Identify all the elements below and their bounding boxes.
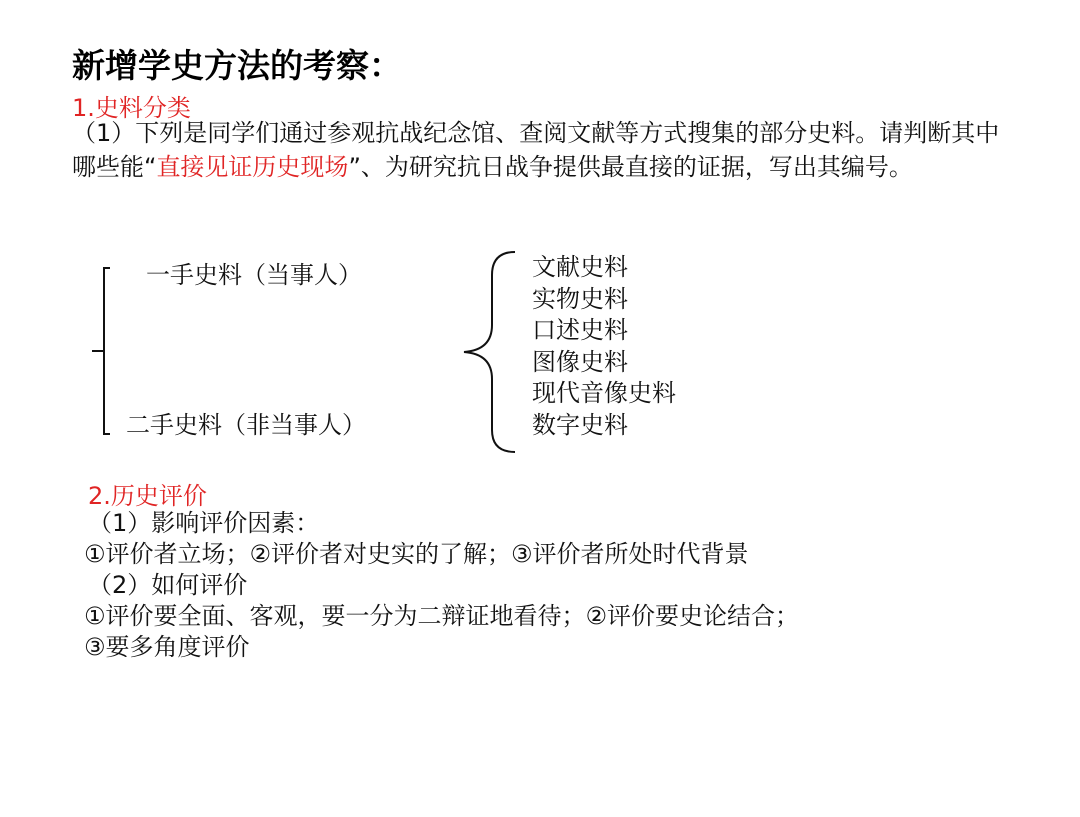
first-hand-source-label: 一手史料（当事人）	[146, 261, 362, 289]
second-hand-source-label: 二手史料（非当事人）	[126, 411, 366, 439]
page-title: 新增学史方法的考察：	[72, 46, 402, 85]
left-bracket	[92, 268, 110, 434]
evaluation-factors-subheading: （1）影响评价因素：	[88, 509, 320, 537]
section1-heading: 1.史料分类	[72, 94, 191, 122]
curly-brace	[464, 252, 515, 452]
section2-heading: 2.历史评价	[88, 482, 207, 510]
source-type-item: 口述史料	[532, 316, 628, 345]
source-type-list	[532, 252, 676, 442]
source-type-item: 文献史料	[532, 253, 628, 281]
question-text-before: （1）下列是同学们通过参观抗战纪念馆、查阅文献等方式搜集的部分史料。请判断其中哪些能“	[72, 119, 1000, 181]
how-to-evaluate-line1: ①评价要全面、客观，要一分为二辩证地看待；②评价要史论结合；	[84, 602, 800, 630]
source-type-item: 图像史料	[532, 347, 628, 376]
source-type-item: 现代音像史料	[532, 379, 676, 408]
how-to-evaluate-subheading: （2）如何评价	[88, 571, 248, 599]
question-highlight: 直接见证历史现场	[156, 153, 349, 181]
source-type-item: 实物史料	[532, 284, 628, 313]
source-type-item: 数字史料	[532, 410, 628, 439]
how-to-evaluate-line2: ③要多角度评价	[84, 633, 250, 661]
question-text-after: ”、为研究抗日战争提供最直接的证据，写出其编号。	[348, 153, 913, 181]
evaluation-factors-text: ①评价者立场；②评价者对史实的了解；③评价者所处时代背景	[84, 540, 749, 568]
